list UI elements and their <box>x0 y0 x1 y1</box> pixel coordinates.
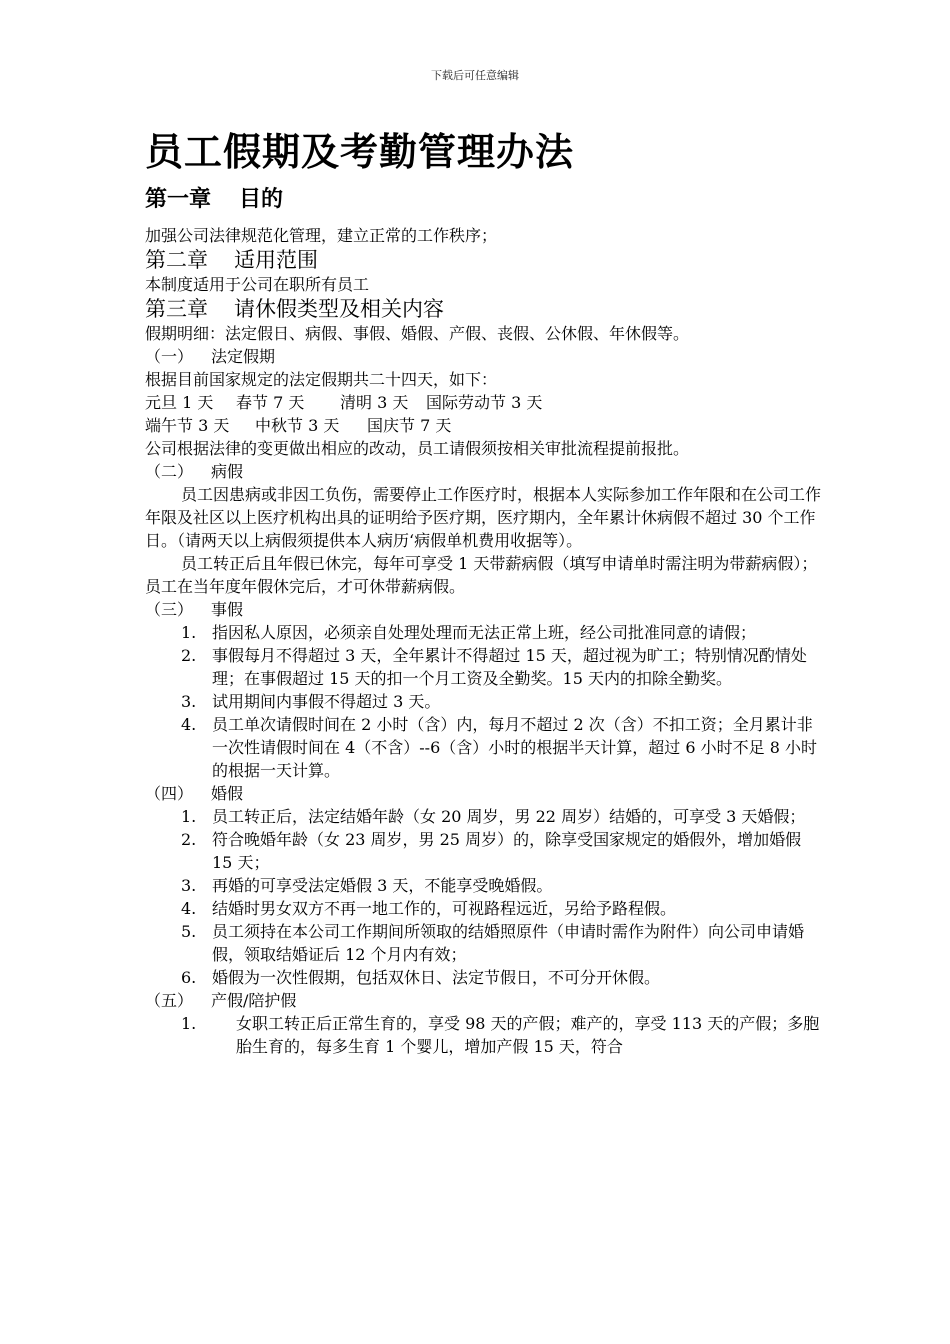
item-text: 再婚的可享受法定婚假 3 天，不能享受晚婚假。 <box>212 876 553 895</box>
section-2-paragraph-1: 员工因患病或非因工负伤，需要停止工作医疗时，根据本人实际参加工作年限和在公司工作年限及社区以上医疗机构出具的证明给予医疗期，医疗期内，全年累计休病假不超过 30 个工作日。（请两天以上病假须提供本人病历‘病假单机费用收据等）。 <box>145 485 822 550</box>
section-title: 产假/陪护假 <box>211 991 297 1010</box>
list-item <box>145 920 825 966</box>
chapter-2-heading <box>145 247 825 273</box>
list-item <box>145 966 825 989</box>
list-item <box>145 690 825 713</box>
section-4-heading <box>145 782 825 805</box>
item-text: 结婚时男女双方不再一地工作的，可视路程远近，另给予路程假。 <box>212 899 677 918</box>
item-number: 6. <box>181 968 197 987</box>
holiday-item: 国庆节 7 天 <box>367 416 452 435</box>
item-number: 4. <box>181 715 197 734</box>
holiday-item: 中秋节 3 天 <box>255 416 340 435</box>
item-text: 员工须持在本公司工作期间所领取的结婚照原件（申请时需作为附件）向公司申请婚假，领取结婚证后 12 个月内有效； <box>212 922 805 964</box>
item-number: 5. <box>181 922 197 941</box>
section-5-heading <box>145 989 825 1012</box>
item-text: 员工转正后，法定结婚年龄（女 20 周岁，男 22 周岁）结婚的，可享受 3 天婚假； <box>212 807 806 826</box>
item-text: 婚假为一次性假期，包括双休日、法定节假日，不可分开休假。 <box>212 968 661 987</box>
holiday-row-1 <box>145 391 825 414</box>
item-text: 试用期间内事假不得超过 3 天。 <box>212 692 441 711</box>
section-number: （四） <box>145 784 194 803</box>
chapter-1-text: 加强公司法律规范化管理，建立正常的工作秩序； <box>145 226 498 245</box>
holiday-row-2 <box>145 414 825 437</box>
item-number: 3. <box>181 692 197 711</box>
section-2-heading <box>145 460 825 483</box>
list-item <box>145 644 825 690</box>
holiday-item: 国际劳动节 3 天 <box>426 393 543 412</box>
section-3-heading <box>145 598 825 621</box>
item-number: 1. <box>181 807 197 826</box>
chapter-name: 适用范围 <box>234 248 318 272</box>
chapter-2-text: 本制度适用于公司在职所有员工 <box>145 275 370 294</box>
list-item <box>145 828 825 874</box>
list-item <box>145 897 825 920</box>
chapter-name: 请休假类型及相关内容 <box>234 297 444 321</box>
section-number: （三） <box>145 600 194 619</box>
holiday-item: 元旦 1 天 <box>145 393 214 412</box>
item-number: 1. <box>181 623 197 642</box>
section-title: 病假 <box>211 462 244 481</box>
list-item <box>145 874 825 897</box>
chapter-number: 第一章 <box>145 187 212 212</box>
section-5-list <box>145 1012 825 1058</box>
item-text: 女职工转正后正常生育的，享受 98 天的产假；难产的，享受 113 天的产假；多胞胎生育的，每多生育 1 个婴儿，增加产假 15 天，符合 <box>236 1014 820 1056</box>
section-3-list <box>145 621 825 782</box>
item-text: 事假每月不得超过 3 天，全年累计不得超过 15 天，超过视为旷工；特别情况酌情处理；在事假超过 15 天的扣一个月工资及全勤奖。15 天内的扣除全勤奖。 <box>212 646 807 688</box>
section-4-list <box>145 805 825 989</box>
item-number: 1. <box>181 1014 197 1033</box>
item-text: 员工单次请假时间在 2 小时（含）内，每月不超过 2 次（含）不扣工资；全月累计非一次性请假时间在 4（不含）--6（含）小时的根据半天计算，超过 6 小时不足 8 小时的根据一天计算。 <box>212 715 817 780</box>
item-number: 3. <box>181 876 197 895</box>
chapter-number: 第三章 <box>145 297 208 321</box>
holiday-item: 春节 7 天 <box>236 393 305 412</box>
page-header: 下载后可任意编辑 <box>431 69 519 82</box>
item-number: 4. <box>181 899 197 918</box>
section-2-paragraph-2: 员工转正后且年假已休完，每年可享受 1 天带薪病假（填写申请单时需注明为带薪病假）；员工在当年度年假休完后，才可休带薪病假。 <box>145 554 818 596</box>
section-title: 婚假 <box>211 784 244 803</box>
list-item <box>145 805 825 828</box>
item-text: 符合晚婚年龄（女 23 周岁，男 25 周岁）的，除享受国家规定的婚假外，增加婚假 15 天； <box>212 830 802 872</box>
chapter-1-heading <box>145 184 825 216</box>
chapter-name: 目的 <box>239 187 284 212</box>
section-1-heading <box>145 345 825 368</box>
item-number: 2. <box>181 830 197 849</box>
list-item <box>145 1012 825 1058</box>
holiday-item: 清明 3 天 <box>340 393 409 412</box>
section-title: 法定假期 <box>211 347 276 366</box>
document-body <box>145 126 825 1058</box>
chapter-3-text: 假期明细：法定假日、病假、事假、婚假、产假、丧假、公休假、年休假等。 <box>145 324 690 343</box>
document-title: 员工假期及考勤管理办法 <box>145 130 575 174</box>
section-1-intro: 根据目前国家规定的法定假期共二十四天，如下： <box>145 370 498 389</box>
chapter-number: 第二章 <box>145 248 208 272</box>
list-item <box>145 713 825 782</box>
section-title: 事假 <box>211 600 244 619</box>
section-number: （五） <box>145 991 194 1010</box>
item-text: 指因私人原因，必须亲自处理处理而无法正常上班，经公司批准同意的请假； <box>212 623 757 642</box>
chapter-3-heading <box>145 296 825 322</box>
holiday-item: 端午节 3 天 <box>145 416 230 435</box>
section-1-note: 公司根据法律的变更做出相应的改动，员工请假须按相关审批流程提前报批。 <box>145 439 690 458</box>
list-item <box>145 621 825 644</box>
item-number: 2. <box>181 646 197 665</box>
section-number: （二） <box>145 462 194 481</box>
section-number: （一） <box>145 347 194 366</box>
